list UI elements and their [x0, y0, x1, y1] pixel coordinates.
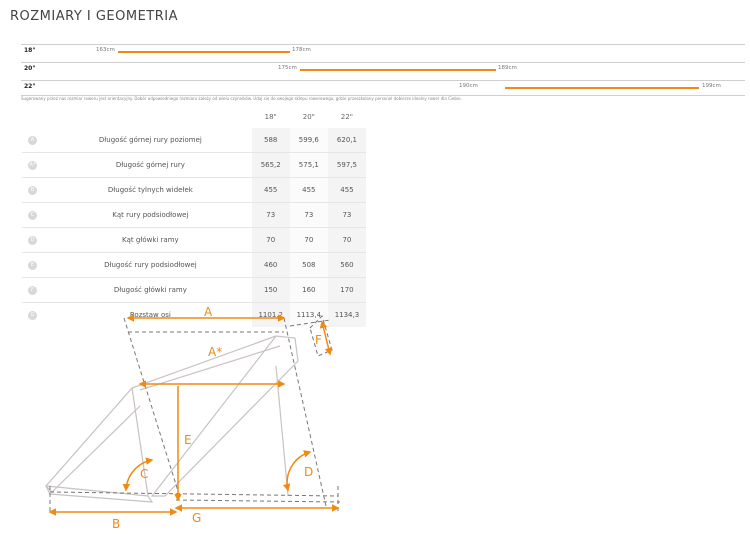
bike-frame [46, 336, 298, 502]
header-size: 20" [302, 113, 315, 121]
dimension-value: 170 [328, 278, 366, 303]
label-E: E [184, 433, 192, 447]
dimension-value: 455 [328, 178, 366, 203]
table-row [22, 278, 366, 303]
dimension-name: Długość górnej rury [49, 153, 252, 178]
dimension-value: 1134,3 [328, 303, 366, 328]
label-G: G [192, 511, 202, 525]
dimension-value: 575,1 [290, 153, 328, 178]
dimension-badge: A [28, 136, 37, 145]
table-row [22, 228, 366, 253]
size-max: 199cm [702, 83, 721, 89]
size-range-bar [118, 51, 290, 53]
dimension-badge: D [28, 236, 37, 245]
dimension-value: 70 [328, 228, 366, 253]
size-range-bar [505, 87, 699, 89]
table-row [22, 178, 366, 203]
label-D: D [304, 465, 314, 479]
dimension-value: 588 [252, 128, 290, 153]
size-range [278, 65, 578, 75]
dimension-name: Długość górnej rury poziomej [98, 136, 202, 144]
dimension-value: 73 [290, 203, 328, 228]
label-B: B [112, 517, 121, 531]
table-header-row [22, 106, 366, 128]
dimension-value: 73 [328, 203, 366, 228]
header-size: 18" [264, 113, 277, 121]
label-F: F [315, 333, 322, 347]
size-max: 189cm [498, 65, 517, 71]
dimension-value: 70 [252, 228, 290, 253]
size-min: 163cm [96, 47, 115, 53]
dimension-value: 455 [290, 178, 328, 203]
label-A: A [204, 306, 213, 319]
dimension-name: Kąt główki ramy [49, 228, 252, 253]
header-size: 22" [340, 113, 353, 121]
geometry-table [22, 106, 366, 327]
dimension-value: 150 [252, 278, 290, 303]
dimension-value: 70 [290, 228, 328, 253]
size-label: 22" [24, 83, 36, 90]
dimension-name: Długość tylnych widełek [49, 178, 252, 203]
dimension-value: 565,2 [252, 153, 290, 178]
dimension-value: 620,1 [328, 128, 366, 153]
page-title: ROZMIARY I GEOMETRIA [10, 9, 179, 24]
dimension-value: 73 [252, 203, 290, 228]
dimension-badge: B [28, 186, 37, 195]
bike-geometry-diagram [40, 306, 350, 531]
size-label: 18" [24, 47, 36, 54]
dimension-name: Długość główki ramy [49, 278, 252, 303]
size-row-20 [21, 62, 745, 77]
size-min: 190cm [459, 83, 478, 89]
table-row [22, 153, 366, 178]
dimension-value: 460 [252, 253, 290, 278]
label-A-star: A* [208, 345, 223, 359]
size-row-22 [21, 80, 745, 96]
size-min: 175cm [278, 65, 297, 71]
dimension-name: Rozstaw osi [49, 303, 252, 328]
dimension-arrows [50, 318, 338, 512]
size-range [96, 47, 396, 57]
size-label: 20" [24, 65, 36, 72]
dimension-badge: A* [29, 162, 36, 168]
dimension-value: 508 [290, 253, 328, 278]
dimension-name: Długość rury podsiodłowej [49, 253, 252, 278]
dimension-badge: F [28, 286, 37, 295]
size-row-18 [21, 44, 745, 59]
table-row [22, 253, 366, 278]
table-row [22, 128, 366, 153]
dimension-badge: G [28, 311, 37, 320]
table-row [22, 203, 366, 228]
dimension-value: 560 [328, 253, 366, 278]
dimension-value: 1113,4 [290, 303, 328, 328]
dimension-value: 160 [290, 278, 328, 303]
dimension-value: 455 [252, 178, 290, 203]
dimension-value: 597,5 [328, 153, 366, 178]
size-max: 178cm [292, 47, 311, 53]
size-range [459, 83, 749, 93]
dimension-badge: C [28, 211, 37, 220]
dimension-value: 1101,2 [252, 303, 290, 328]
size-note: Sugerowany przez nas rozmiar roweru jest orientacyjny. Dobór odpowiedniego rozmiaru zależy od wielu czynników. Udaj się do swojego sklepu rowerowego, gdzie przeszkolony personel dobierze idealny rower dla Ciebie. [21, 96, 462, 101]
dimension-name: Kąt rury podsiodłowej [49, 203, 252, 228]
label-C: C [140, 467, 149, 481]
dimension-value: 599,6 [290, 128, 328, 153]
size-range-bar [300, 69, 496, 71]
dimension-badge: E [28, 261, 37, 270]
